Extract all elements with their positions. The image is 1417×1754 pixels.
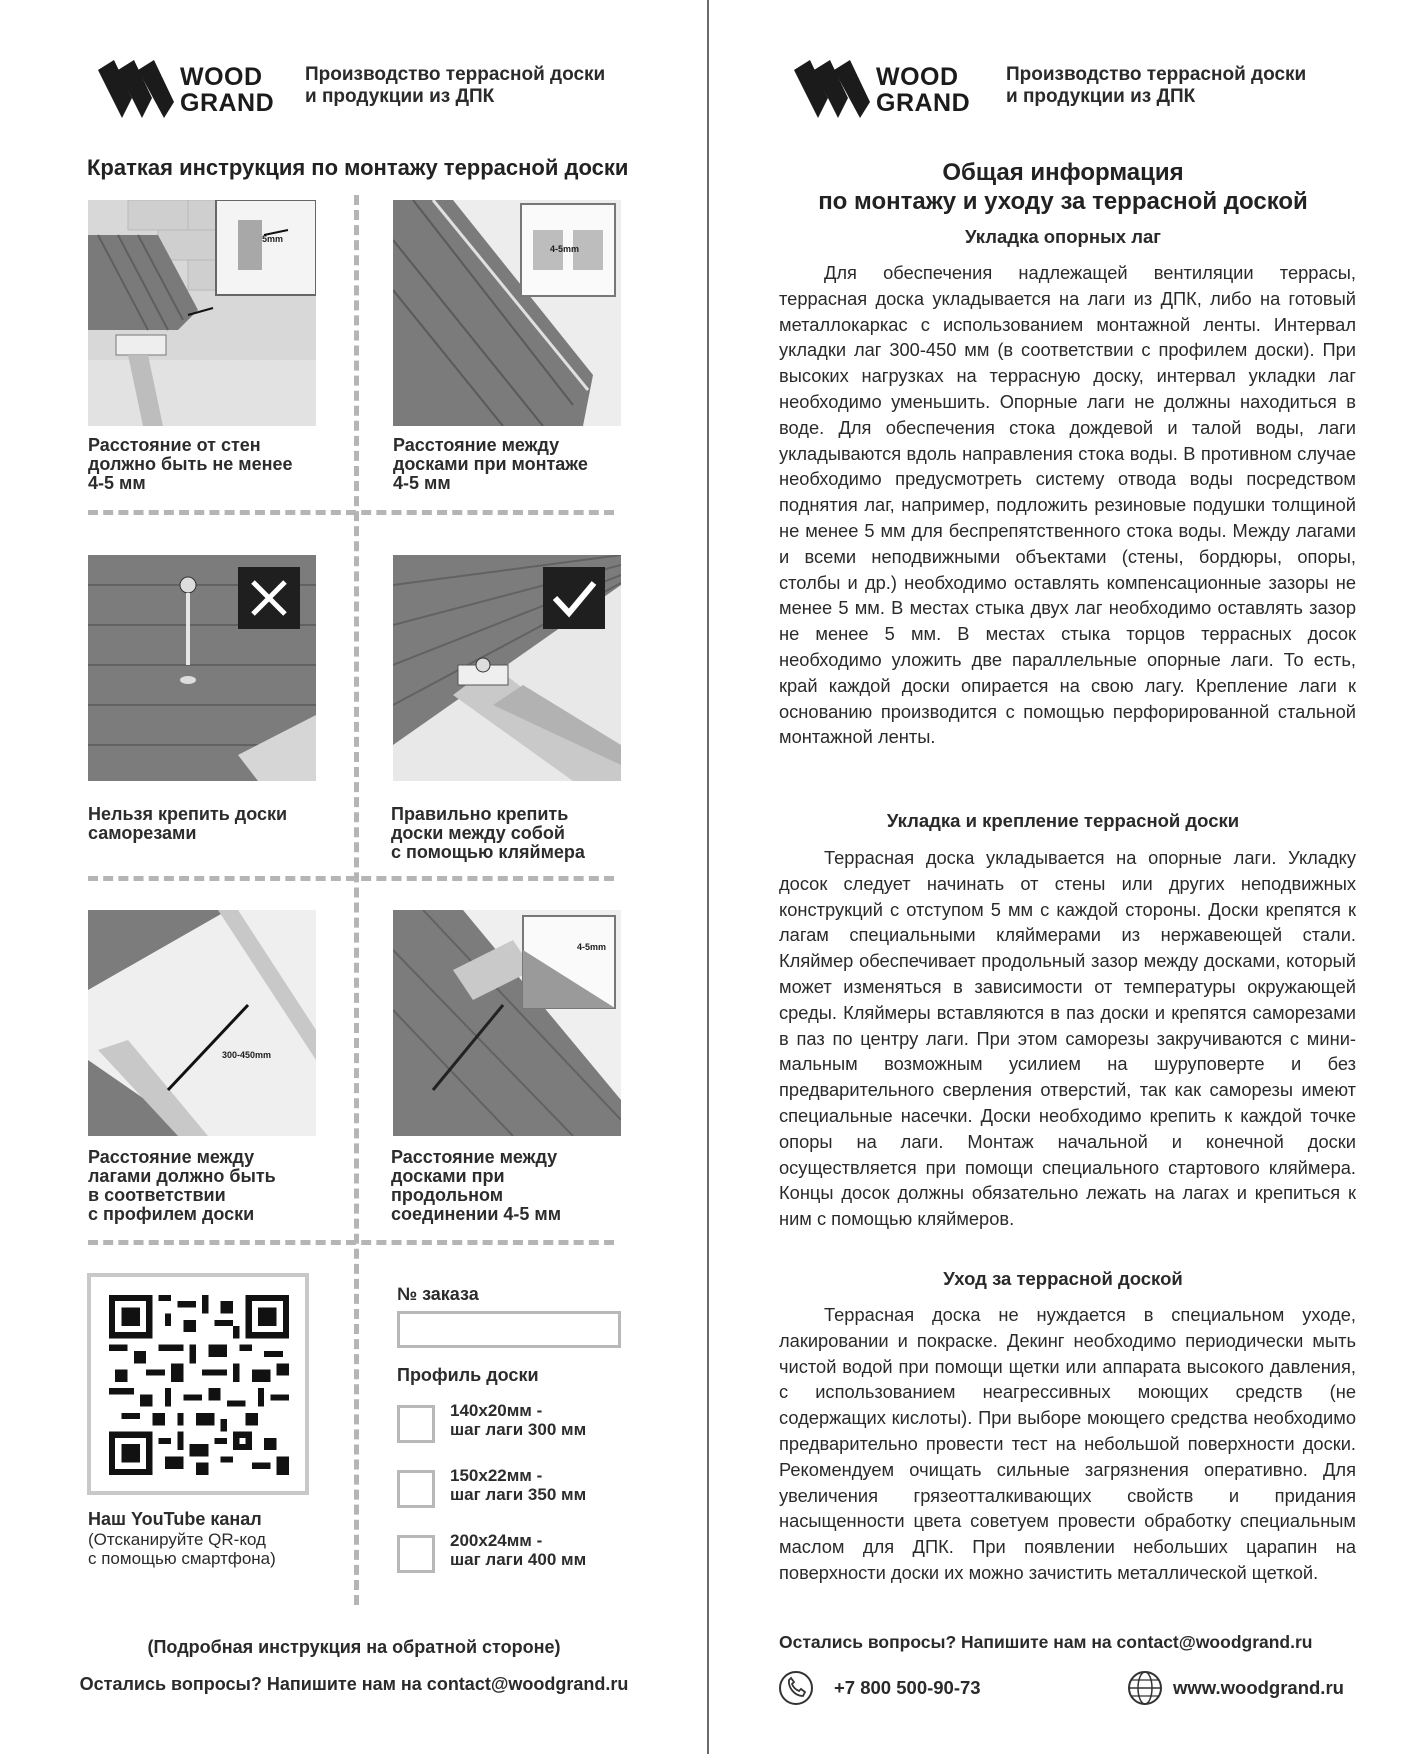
title-line-1: Общая информация [942, 159, 1184, 186]
profile-step: шаг лаги 300 мм [450, 1420, 587, 1439]
profile-size: 140х20мм - [450, 1401, 543, 1420]
caption-line: Нельзя крепить доски [88, 804, 288, 824]
profile-option-140x20[interactable] [397, 1401, 637, 1445]
profile-option-text [450, 1466, 586, 1504]
caption-line: в соответствии [88, 1185, 226, 1205]
youtube-sub-line: (Отсканируйте QR-код [88, 1530, 266, 1549]
illustration-joist-spacing [88, 910, 316, 1136]
globe-icon [1127, 1670, 1163, 1706]
left-contact-line: Остались вопросы? Напишите нам на contact@woodgrand.ru [79, 1674, 629, 1694]
caption-line: Расстояние между [393, 435, 560, 455]
illustration-board-gap [393, 200, 621, 426]
youtube-sub-line: с помощью смартфона) [88, 1549, 276, 1568]
profile-option-text [450, 1401, 586, 1439]
youtube-subtitle [88, 1530, 276, 1568]
phone-icon [778, 1670, 814, 1706]
caption-line: продольном [391, 1185, 504, 1205]
right-contact-line: Остались вопросы? Напишите нам на contact@woodgrand.ru [779, 1632, 1313, 1652]
website-contact[interactable] [1127, 1668, 1344, 1708]
caption-line: должно быть не менее [88, 454, 293, 474]
logo-text [876, 64, 970, 116]
youtube-title: Наш YouTube канал [88, 1509, 262, 1529]
label-300-450mm: 300-450mm [222, 1050, 272, 1060]
general-info-title [709, 158, 1417, 216]
illustration-screw-wrong [88, 555, 316, 781]
section-text-care: Террасная доска не нуждается в специальном уходе, лакировании и покраске. Декинг необходимо периодически мыть чистой водой при помощи щетки или аппарата высокого давления, с использованием неагрессивных моющих средств (не содержащих кислоты). При выборе моющего средства необходимо предварительно провести тест на небольшой поверхности доски. Рекомендуем очищать сильные загрязнения оперативно. Для увеличения грязеотталкивающих свойств и придания насыщенности цвета советуем провести обработку специальным маслом для ДПК. При появлении небольших царапин на поверхности доски их можно зачистить металлической щеткой. [779, 1304, 1356, 1583]
profile-size: 150х22мм - [450, 1466, 543, 1485]
tagline [1006, 64, 1306, 108]
brand-logo [98, 58, 274, 122]
profile-size: 200х24мм - [450, 1531, 543, 1550]
caption-line: лагами должно быть [88, 1166, 276, 1186]
order-number-field[interactable] [397, 1311, 621, 1348]
tagline [305, 64, 605, 108]
woodgrand-logo-icon [98, 60, 174, 120]
profile-checkbox[interactable] [397, 1535, 435, 1573]
profile-option-150x22[interactable] [397, 1466, 637, 1510]
logo-line-2: GRAND [876, 89, 971, 117]
left-panel [0, 0, 708, 1754]
profile-step: шаг лаги 400 мм [450, 1550, 587, 1569]
caption-line: доски между собой [391, 823, 565, 843]
tagline-line-2: и продукции из ДПК [1006, 86, 1196, 107]
caption-board-gap [393, 436, 653, 493]
caption-line: Расстояние от стен [88, 435, 261, 455]
logo-line-1: WOOD [876, 63, 959, 91]
caption-screw-wrong [88, 805, 348, 843]
logo-text [180, 64, 274, 116]
order-number-label: № заказа [397, 1284, 479, 1304]
caption-wall-gap [88, 436, 348, 493]
profile-step: шаг лаги 350 мм [450, 1485, 587, 1504]
caption-joist-spacing [88, 1148, 348, 1224]
horizontal-divider-2 [88, 876, 614, 881]
profile-checkbox[interactable] [397, 1470, 435, 1508]
section-heading-care: Уход за террасной доской [943, 1268, 1183, 1289]
caption-line: досками при монтаже [393, 454, 588, 474]
section-heading-boards: Укладка и крепление террасной доски [886, 810, 1240, 831]
caption-line: Расстояние между [391, 1147, 558, 1167]
section-heading-joists: Укладка опорных лаг [965, 226, 1161, 247]
caption-end-joint [391, 1148, 651, 1224]
caption-line: с профилем доски [88, 1204, 255, 1224]
title-line-2: по монтажу и уходу за террасной доской [818, 188, 1308, 215]
caption-clip-right [391, 805, 651, 862]
horizontal-divider-1 [88, 510, 614, 515]
phone-contact[interactable] [778, 1668, 981, 1708]
profile-label: Профиль доски [397, 1365, 539, 1385]
logo-line-1: WOOD [180, 63, 263, 91]
reverse-side-note: (Подробная инструкция на обратной стороне) [147, 1637, 561, 1657]
caption-line: с помощью кляймера [391, 842, 585, 862]
caption-line: 4-5 мм [393, 473, 451, 493]
illustration-clip-right [393, 555, 621, 781]
right-panel [709, 0, 1417, 1754]
youtube-qr-code[interactable] [87, 1273, 309, 1495]
profile-option-text [450, 1531, 586, 1569]
section-text-joists: Для обеспечения надлежащей вентиляции террасы, террасная доска укладывается на лаги из ДПК, либо на готовый металлокаркас с использованием монтажной ленты. Интервал укладки лаг 300-450 мм (в соответствии с профилем доски). При высоких нагрузках на террасную доску, интервал укладки лаг необходимо уменьшить. Опорные лаги не должны находиться в воде. Для обеспечения стока дождевой и талой воды, лаги укладываются вдоль направления стока воды. В противном случае необходимо предусмотреть систему отвода воды посредством поднятия лаг, например, подложить резиновые подушки толщиной не менее 5 мм для беспрепятственного стока воды. Между лагами и всеми неподвижными объектами (стены, бордюры, опоры, столбы и др.) необходимо оставлять компенсационные зазоры не менее 5 мм. В местах стыка двух лаг необходимо оставлять зазор не менее 5 мм. В местах стыка торцов террасных досок необходимо уложить две параллельные опорные лаги. То есть, край каждой доски опирается на свою лагу. Крепление лаги к основанию производится с помощью перфорированной стальной монтажной ленты. [779, 262, 1356, 748]
horizontal-divider-3 [88, 1240, 614, 1245]
label-5mm: 5mm [262, 234, 284, 244]
caption-line: Расстояние между [88, 1147, 255, 1167]
vertical-divider [354, 195, 359, 1605]
section-text-boards: Террасная доска укладывается на опорные лаги. Укладку досок следует начинать от стены или других неподвижных конструкций с отступом 5 мм с каждой стороны. Доски крепятся к лагам специальными кляймерами из нержавеющей стали. Кляймер обеспечивает продольный зазор между досками, который может изменяться в зависимости от температуры окружающей среды. Кляймеры вставляются в паз доски и крепятся саморезами в паз по центру лаги. При этом саморезы закручиваются с минимальным возможным усилием на шуруповерте и без предварительного сверления отверстий, так как саморезы имеют специальные насечки. Доски необходимо крепить к каждой точке опоры на лаги. Монтаж начальной и конечной доски осуществляется при помощи специального стартового кляймера. Концы досок должны обязательно лежать на лагах и крепиться к ним с помощью кляймеров. [779, 847, 1356, 1230]
caption-line: соединении 4-5 мм [391, 1204, 562, 1224]
logo-line-2: GRAND [180, 89, 275, 117]
tagline-line-1: Производство террасной доски [1006, 64, 1307, 85]
tagline-line-1: Производство террасной доски [305, 64, 606, 85]
profile-checkbox[interactable] [397, 1405, 435, 1443]
brand-logo [794, 58, 970, 122]
label-4-5mm-bottom: 4-5mm [577, 942, 607, 952]
profile-option-200x24[interactable] [397, 1531, 637, 1575]
caption-line: досками при [391, 1166, 505, 1186]
phone-number[interactable]: +7 800 500-90-73 [834, 1677, 981, 1698]
instruction-title: Краткая инструкция по монтажу террасной доски [87, 155, 629, 180]
caption-line: 4-5 мм [88, 473, 146, 493]
label-4-5mm-top: 4-5mm [550, 244, 580, 254]
tagline-line-2: и продукции из ДПК [305, 86, 495, 107]
caption-line: саморезами [88, 823, 197, 843]
caption-line: Правильно крепить [391, 804, 569, 824]
qr-code-icon [109, 1295, 289, 1475]
woodgrand-logo-icon [794, 60, 870, 120]
website-link[interactable]: www.woodgrand.ru [1173, 1677, 1344, 1698]
